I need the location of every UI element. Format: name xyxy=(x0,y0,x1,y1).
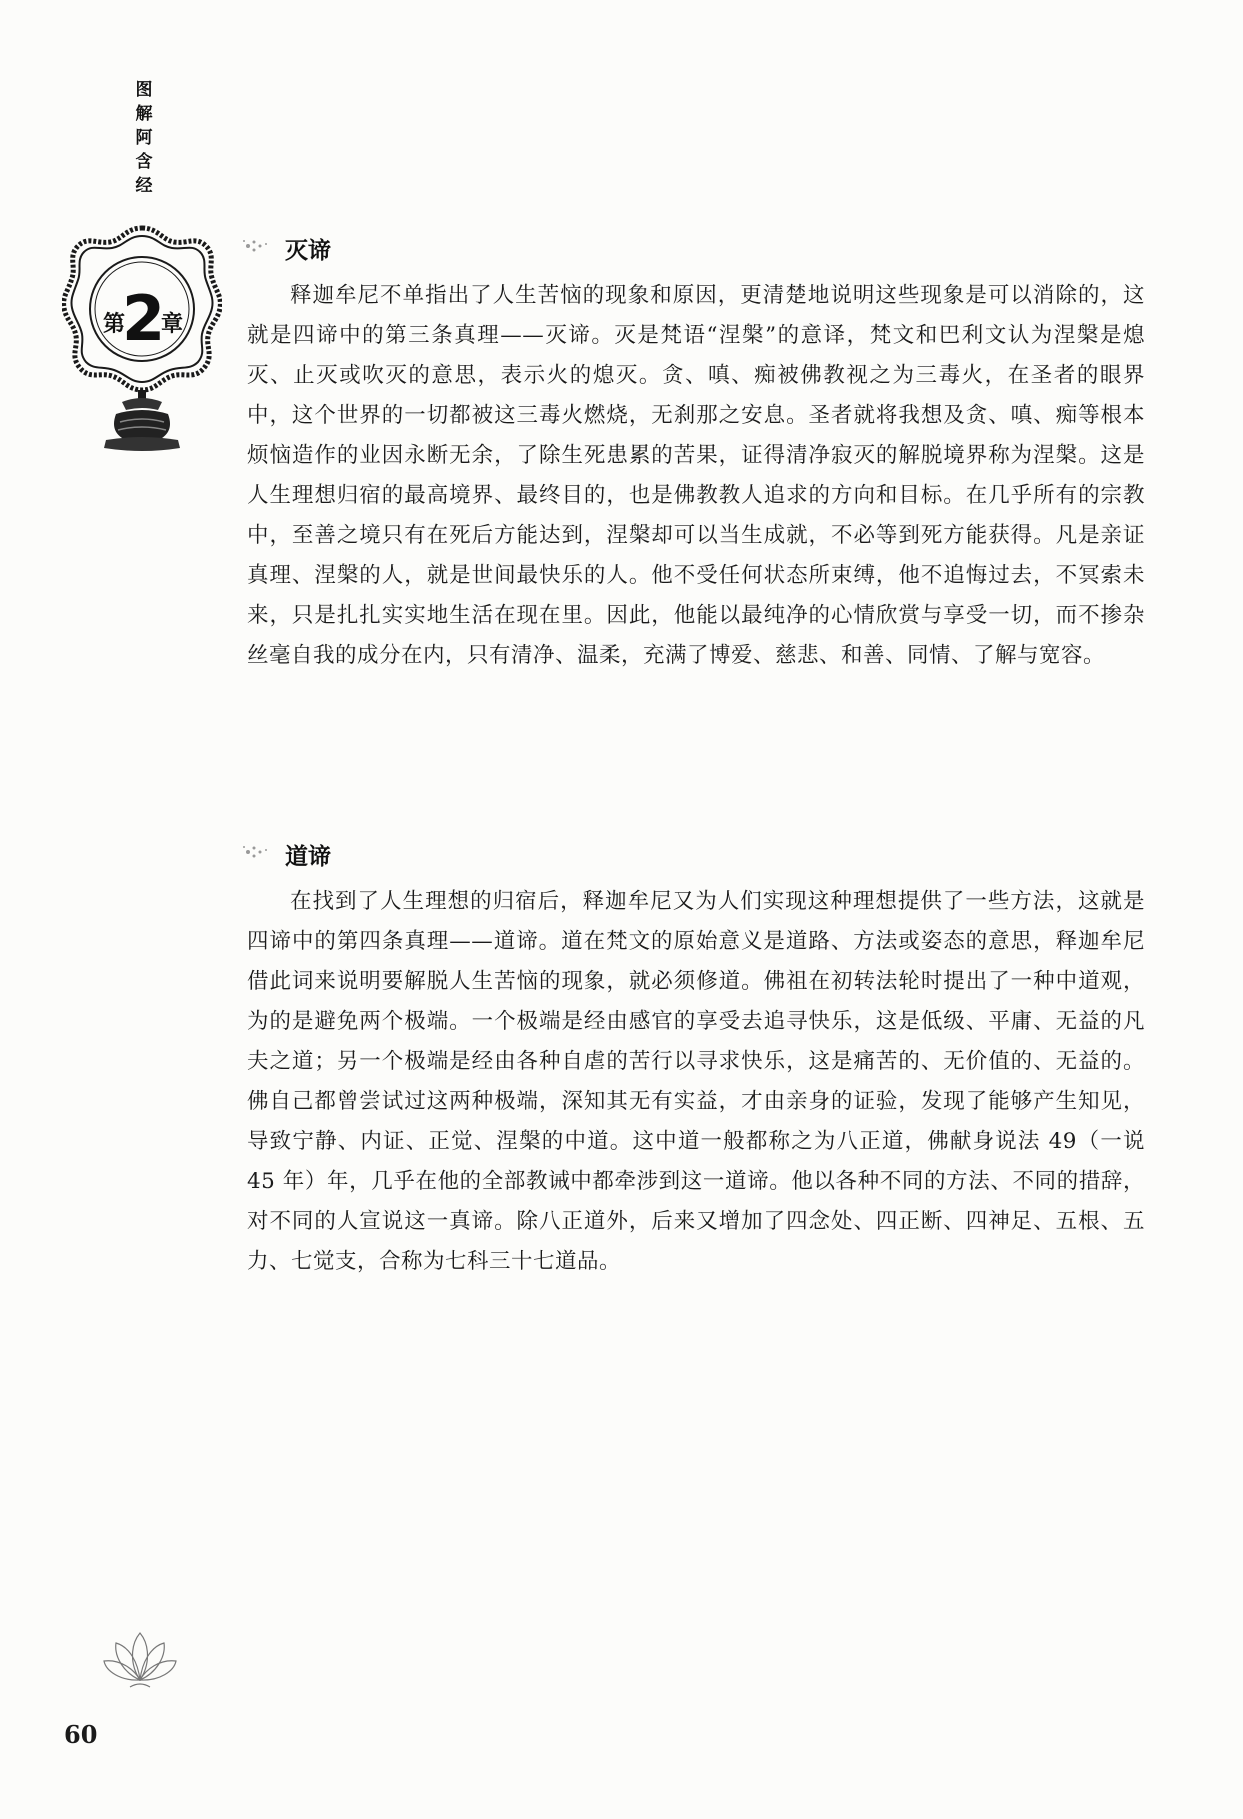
page-number: 60 xyxy=(64,1720,98,1749)
lotus-flower-icon xyxy=(100,1625,180,1695)
chapter-number: 2 xyxy=(122,282,166,355)
heading-ornament-icon xyxy=(240,842,274,862)
series-title-vertical xyxy=(129,78,159,198)
chapter-badge xyxy=(62,224,222,464)
section-heading-mie-di: 灭谛 xyxy=(285,238,331,264)
series-title-char: 图 xyxy=(135,80,153,100)
series-title-char: 含 xyxy=(135,152,153,172)
section-paragraph-dao-di: 在找到了人生理想的归宿后，释迦牟尼又为人们实现这种理想提供了一些方法，这就是四谛中的第四条真理——道谛。道在梵文的原始意义是道路、方法或姿态的意思，释迦牟尼借此词来说明要解脱人生苦恼的现象，就必须修道。佛祖在初转法轮时提出了一种中道观，为的是避免两个极端。一个极端是经由感官的享受去追寻快乐，这是低级、平庸、无益的凡夫之道；另一个极端是经由各种自虐的苦行以寻求快乐，这是痛苦的、无价值的、无益的。佛自己都曾尝试过这两种极端，深知其无有实益，才由亲身的证验，发现了能够产生知见，导致宁静、内证、正觉、涅槃的中道。这中道一般都称之为八正道，佛献身说法 49（一说 45 年）年，几乎在他的全部教诫中都牵涉到这一道谛。他以各种不同的方法、不同的措辞，对不同的人宣说这一真谛。除八正道外，后来又增加了四念处、四正断、四神足、五根、五力、七觉支，合称为七科三十七道品。 xyxy=(247,889,1145,1274)
series-title-char: 解 xyxy=(135,104,153,124)
chapter-prefix: 第 xyxy=(103,312,126,337)
series-title-char: 阿 xyxy=(135,128,153,148)
chapter-suffix: 章 xyxy=(161,312,184,337)
series-title-char: 经 xyxy=(135,176,153,196)
heading-ornament-icon xyxy=(240,236,274,256)
section-paragraph-mie-di: 释迦牟尼不单指出了人生苦恼的现象和原因，更清楚地说明这些现象是可以消除的，这就是四谛中的第三条真理——灭谛。灭是梵语“涅槃”的意译，梵文和巴利文认为涅槃是熄灭、止灭或吹灭的意思，表示火的熄灭。贪、嗔、痴被佛教视之为三毒火，在圣者的眼界中，这个世界的一切都被这三毒火燃烧，无刹那之安息。圣者就将我想及贪、嗔、痴等根本烦恼造作的业因永断无余，了除生死患累的苦果，证得清净寂灭的解脱境界称为涅槃。这是人生理想归宿的最高境界、最终目的，也是佛教教人追求的方向和目标。在几乎所有的宗教中，至善之境只有在死后方能达到，涅槃却可以当生成就，不必等到死方能获得。凡是亲证真理、涅槃的人，就是世间最快乐的人。他不受任何状态所束缚，他不追悔过去，不冥索未来，只是扎扎实实地生活在现在里。因此，他能以最纯净的心情欣赏与享受一切，而不掺杂丝毫自我的成分在内，只有清净、温柔，充满了博爱、慈悲、和善、同情、了解与宽容。 xyxy=(247,283,1145,668)
section-heading-dao-di: 道谛 xyxy=(285,844,331,870)
